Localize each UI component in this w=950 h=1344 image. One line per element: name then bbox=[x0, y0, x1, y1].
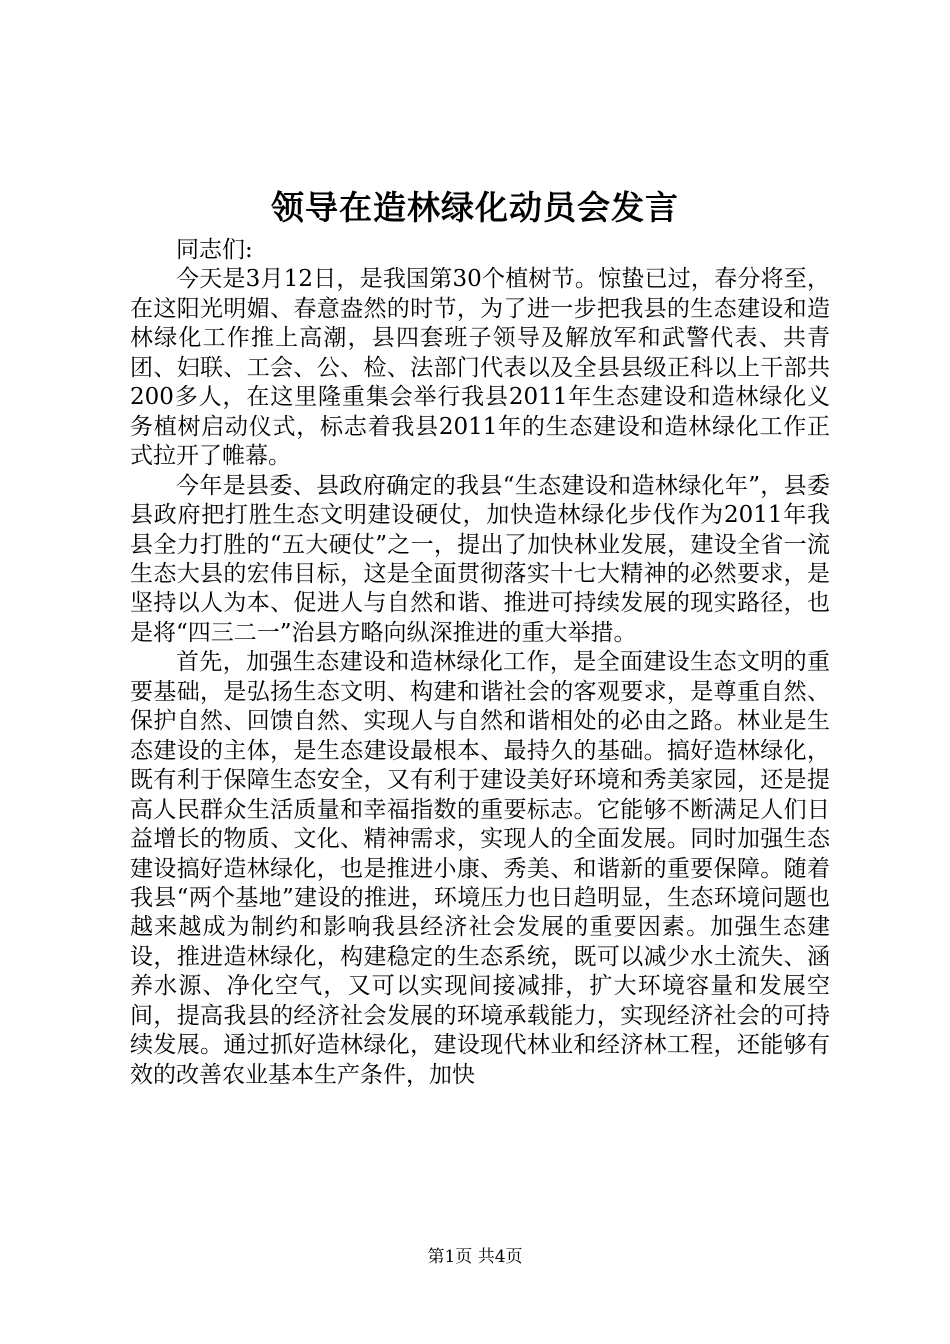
page-footer: 第1页 共4页 bbox=[427, 1247, 523, 1267]
paragraph-3: 首先，加强生态建设和造林绿化工作，是全面建设生态文明的重要基础，是弘扬生态文明、构建和谐社会的客观要求，是尊重自然、保护自然、回馈自然、实现人与自然和谐相处的必由之路。林业是生态建设的主体，是生态建设最根本、最持久的基础。搞好造林绿化，既有利于保障生态安全，又有利于建设美好环境和秀美家园，还是提高人民群众生活质量和幸福指数的重要标志。它能够不断满足人们日益增长的物质、文化、精神需求，实现人的全面发展。同时加强生态建设搞好造林绿化，也是推进小康、秀美、和谐新的重要保障。随着我县“两个基地”建设的推进，环境压力也日趋明显，生态环境问题也越来越成为制约和影响我县经济社会发展的重要因素。加强生态建设，推进造林绿化，构建稳定的生态系统，既可以减少水土流失、涵养水源、净化空气，又可以实现间接减排，扩大环境容量和发展空间，提高我县的经济社会发展的环境承载能力，实现经济社会的可持续发展。通过抓好造林绿化，建设现代林业和经济林工程，还能够有效的改善农业基本生产条件，加快 bbox=[130, 649, 830, 1088]
paragraph-2: 今年是县委、县政府确定的我县“生态建设和造林绿化年”，县委县政府把打胜生态文明建设硬仗，加快造林绿化步伐作为2011年我县全力打胜的“五大硬仗”之一，提出了加快林业发展，建设全省一流生态大县的宏伟目标，这是全面贯彻落实十七大精神的必然要求，是坚持以人为本、促进人与自然和谐、推进可持续发展的现实路径，也是将“四三二一”治县方略向纵深推进的重大举措。 bbox=[130, 472, 830, 646]
document-body bbox=[130, 236, 830, 1090]
salutation: 同志们: bbox=[176, 237, 253, 263]
page-title: 领导在造林绿化动员会发言 bbox=[271, 188, 679, 227]
paragraph-1: 今天是3月12日，是我国第30个植树节。惊蛰已过，春分将至，在这阳光明媚、春意盎然的时节，为了进一步把我县的生态建设和造林绿化工作推上高潮，县四套班子领导及解放军和武警代表、共青团、妇联、工会、公、检、法部门代表以及全县县级正科以上干部共200多人，在这里隆重集会举行我县2011年生态建设和造林绿化义务植树启动仪式，标志着我县2011年的生态建设和造林绿化工作正式拉开了帷幕。 bbox=[130, 266, 830, 470]
